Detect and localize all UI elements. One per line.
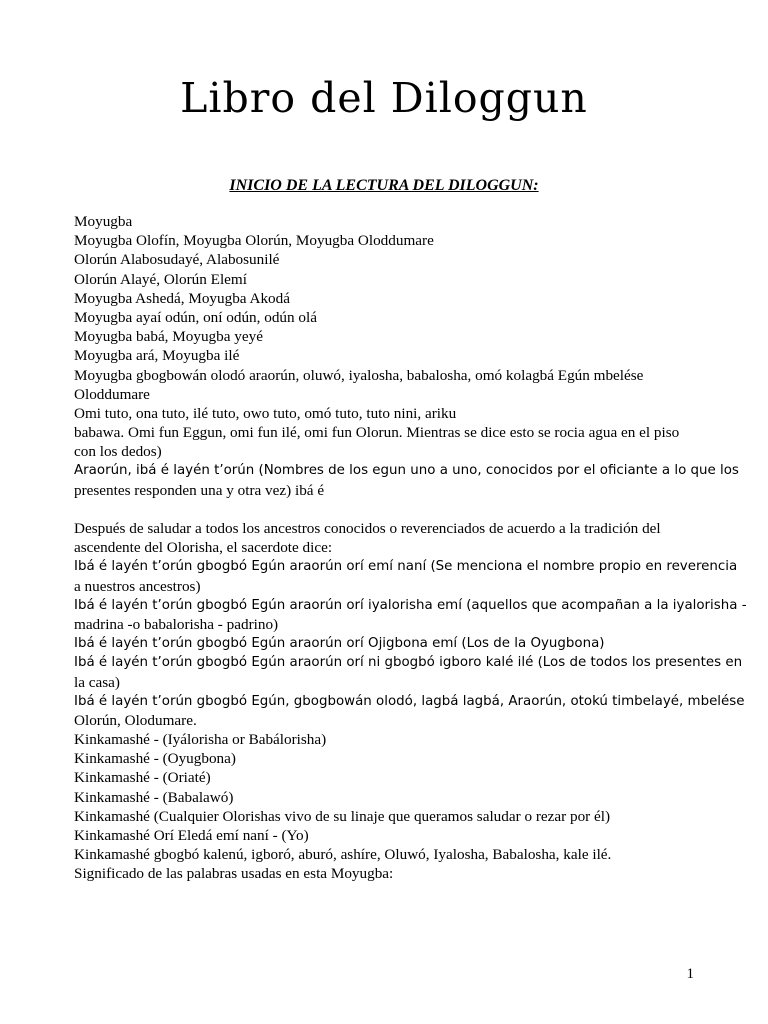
text-line: Moyugba ayaí odún, oní odún, odún olá (74, 308, 317, 326)
text-line: Significado de las palabras usadas en esta Moyugba: (74, 865, 394, 883)
text-line: Moyugba babá, Moyugba yeyé (74, 328, 263, 346)
page-number: 1 (686, 966, 694, 982)
blank-line (74, 500, 700, 519)
text-line: Olorún, Olodumare. (74, 711, 197, 729)
text-line: ascendente del Olorisha, el sacerdote dice: (74, 539, 333, 557)
document-title: Libro del Diloggun (180, 74, 588, 122)
text-line: Ibá é layén t’orún gbogbó Egún, gbogbowán olodó, lagbá lagbá, Araorún, otokú timbelayé, mbelése (74, 693, 745, 709)
text-line: Araorún, ibá é layén t’orún (Nombres de los egun uno a uno, conocidos por el oficiante a lo que los (74, 463, 739, 479)
text-line: Moyugba Ashedá, Moyugba Akodá (74, 289, 290, 307)
text-line: Kinkamashé - (Babalawó) (74, 788, 234, 806)
text-line: Kinkamashé - (Oriaté) (74, 769, 211, 787)
text-line: madrina -o babalorisha - padrino) (74, 615, 279, 633)
text-line: Kinkamashé (Cualquier Olorishas vivo de su linaje que queramos saludar o rezar por él) (74, 807, 611, 825)
section-heading: INICIO DE LA LECTURA DEL DILOGGUN: (229, 177, 539, 194)
text-line: Ibá é layén t’orún gbogbó Egún araorún orí ni gbogbó igboro kalé ilé (Los de todos los presentes en (74, 655, 743, 671)
text-line: la casa) (74, 673, 120, 691)
text-line: Kinkamashé Orí Eledá emí naní - (Yo) (74, 827, 309, 844)
text-line: Kinkamashé - (Iyálorisha or Babálorisha) (74, 731, 327, 749)
text-line: Oloddumare (74, 385, 150, 403)
text-line: Kinkamashé gbogbó kalenú, igboró, aburó, ashíre, Oluwó, Iyalosha, Babalosha, kale ilé. (74, 846, 612, 864)
text-line: Moyugba (74, 213, 133, 230)
text-line: Kinkamashé - (Oyugbona) (74, 750, 236, 768)
text-line: Olorún Alayé, Olorún Elemí (74, 270, 247, 288)
text-line: Olorún Alabosudayé, Alabosunilé (74, 251, 280, 269)
text-line: babawa. Omi fun Eggun, omi fun ilé, omi fun Olorun. Mientras se dice esto se rocia agua en el piso (74, 424, 680, 442)
text-line: Moyugba Olofín, Moyugba Olorún, Moyugba Oloddumare (74, 232, 434, 250)
document-body (74, 212, 747, 884)
text-line: con los dedos) (74, 443, 162, 461)
text-line: a nuestros ancestros) (74, 577, 201, 595)
text-line: Ibá é layén t’orún gbogbó Egún araorún orí Ojigbona emí (Los de la Oyugbona) (74, 636, 605, 652)
text-line: Moyugba ará, Moyugba ilé (74, 347, 240, 365)
text-line: presentes responden una y otra vez) ibá é (74, 481, 325, 499)
text-line: Moyugba gbogbowán olodó araorún, oluwó, iyalosha, babalosha, omó kolagbá Egún mbelése (74, 366, 644, 384)
text-line: Después de saludar a todos los ancestros conocidos o reverenciados de acuerdo a la tradición del (74, 520, 661, 537)
text-line: Omi tuto, ona tuto, ilé tuto, owo tuto, omó tuto, tuto nini, ariku (74, 404, 457, 422)
text-line: Ibá é layén t’orún gbogbó Egún araorún orí iyalorisha emí (aquellos que acompañan a la iyalorisha - (74, 597, 747, 613)
text-line: Ibá é layén t’orún gbogbó Egún araorún orí emí naní (Se menciona el nombre propio en reverencia (74, 559, 738, 575)
